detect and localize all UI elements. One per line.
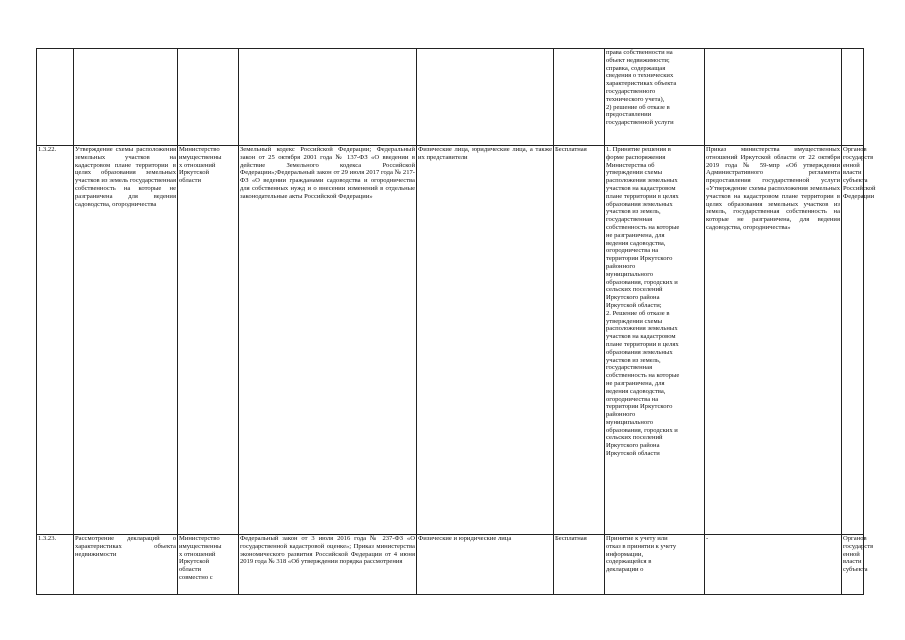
agency-line: совместно с [179,573,213,581]
result-line: образования земельных [606,348,673,356]
authority-line: енной [843,161,860,169]
result-line: технического учета), [606,95,665,103]
result-line: утверждении схемы [606,169,663,177]
result-line: участков из земель, [606,208,661,216]
result-line: образования, городских и [606,426,678,434]
result-line: ведения садоводства, [606,239,666,247]
result-line: участков на кадастровом [606,333,676,341]
result-line: муниципального [606,270,654,278]
authority-line: Федерации [843,192,875,200]
table-row [37,146,864,535]
authority-line: власти [843,169,862,177]
authority-level [842,535,874,595]
service-name [74,49,178,146]
result-line: огородничества на [606,395,659,403]
agency-line: х отношений [179,161,216,169]
regulation [705,49,842,146]
result-line: районного [606,262,636,270]
row-number: 1.3.23. [37,535,74,595]
authority-line: енной [843,550,860,558]
legal-basis [239,49,417,146]
applicants: Физические лица, юридические лица, а также их представители [417,146,554,535]
result-line: участков на кадастровом [606,184,676,192]
agency-line: Министерство [179,535,220,542]
result-line: образования, городских и [606,278,678,286]
agency-name [178,535,239,595]
authority-line: субъекта [843,566,868,574]
result-line: территории Иркутского [606,403,673,411]
result-line: государственная [606,216,653,224]
result-line: отказ в принятии к учету [606,542,677,550]
result-line: собственность на которые [606,223,680,231]
authority-line: Органов [843,535,867,542]
result-line: 2) решение об отказе в [606,103,670,111]
result-line: территории Иркутского [606,255,673,263]
services-table [36,48,876,595]
agency-line: Министерство [179,146,220,153]
result-line: информации, [606,550,644,558]
agency-line: Иркутской [179,169,210,177]
result-line: предоставлении [606,111,652,119]
authority-line: субъекта [843,177,868,185]
result-line: собственность на которые [606,372,680,380]
applicants [417,49,554,146]
row-number [37,49,74,146]
result-line: объект недвижимости; [606,56,670,64]
result-line: содержащейся в [606,558,652,566]
agency-line: имущественны [179,542,222,550]
result-line: сельских поселений [606,286,663,294]
legal-basis: Земельный кодекс Российской Федерации; Федеральный закон от 25 октября 2001 года № 137-ФЗ «О введении в действие Земельного кодекса Российской Федерации»;Федеральный закон от 29 июля 2017 года № 217-ФЗ «О ведении гражданами садоводства и огородничества для собственных нужд и о внесении изменений в отдельные законодательные акты Российской Федерации» [239,146,417,535]
agency-line: Иркутской [179,558,210,566]
result-line: Иркутского района [606,442,660,450]
result-line: расположения земельных [606,177,678,185]
result-line: образования земельных [606,200,673,208]
result-line: государственной услуги [606,119,674,127]
regulation: Приказ министерства имущественных отношений Иркутской области от 22 октября 2019 года № 59-мпр «Об утверждении Административного регламента предоставления государственной услуги «Утверждение схемы расположения земельных участков на кадастровом плане территории в целях образования земельных участков из земель, государственная собственность на которые не разграничена, для ведения садоводства, огородничества» [705,146,842,535]
service-name: Утверждение схемы расположения земельных участков на кадастровом плане территории в целях образования земельных участков из земель государственная собственность на которые не разграничена для ведения садоводства, огородничества [74,146,178,535]
result-line: государственного [606,87,656,95]
service-result [605,535,705,595]
agency-name [178,146,239,535]
result-line: Иркутской области [606,450,660,458]
agency-name [178,49,239,146]
authority-line: Органов [843,146,867,153]
result-line: Иркутского района [606,294,660,302]
result-line: ведения садоводства, [606,387,666,395]
table-row [37,49,864,146]
result-line: форме распоряжения [606,153,666,161]
authority-line: государств [843,153,874,161]
fee: Бесплатная [554,146,605,535]
result-line: огородничества на [606,247,659,255]
result-line: Иркутской области; [606,301,662,309]
result-line: сельских поселений [606,434,663,442]
authority-line: Российской [843,184,876,192]
table-row [37,535,864,595]
result-line: утверждении схемы [606,317,663,325]
result-line: государственная [606,364,653,372]
result-line: расположения земельных [606,325,678,333]
result-line: 1. Принятие решения в [606,146,671,153]
result-line: не разграничена, для [606,231,665,239]
fee [554,49,605,146]
fee: Бесплатная [554,535,605,595]
service-name: Рассмотрение деклараций о характеристиках объекта недвижимости [74,535,178,595]
authority-level [842,146,876,535]
result-line: сведения о технических [606,72,674,80]
agency-line: х отношений [179,550,216,558]
result-line: права собственности на [606,49,673,56]
result-line: плане территории в целях [606,192,679,200]
service-result [605,49,705,146]
result-line: декларации о [606,566,644,574]
result-line: участков из земель, [606,356,661,364]
result-line: Принятие к учету или [606,535,668,542]
agency-line: области [179,177,202,185]
result-line: муниципального [606,418,654,426]
regulation: - [705,535,842,595]
row-number: 1.3.22. [37,146,74,535]
result-line: плане территории в целях [606,340,679,348]
result-line: районного [606,411,636,419]
authority-line: власти [843,558,862,566]
result-line: справка, содержащая [606,64,666,72]
authority-level [842,49,864,146]
legal-basis: Федеральный закон от 3 июля 2016 года № 237-ФЗ «О государственной кадастровой оценке»; Приказ министерства экономического развития Российской Федерации от 4 июня 2019 года № 318 «Об утверждении порядка рассмотрения [239,535,417,595]
service-result [605,146,705,535]
agency-line: имущественны [179,153,222,161]
result-line: 2. Решение об отказе в [606,309,670,317]
applicants: Физические и юридические лица [417,535,554,595]
result-line: Министерства об [606,161,655,169]
result-line: не разграничена, для [606,379,665,387]
agency-line: области [179,566,202,574]
result-line: характеристиках объекта [606,80,677,88]
authority-line: государств [843,542,874,550]
